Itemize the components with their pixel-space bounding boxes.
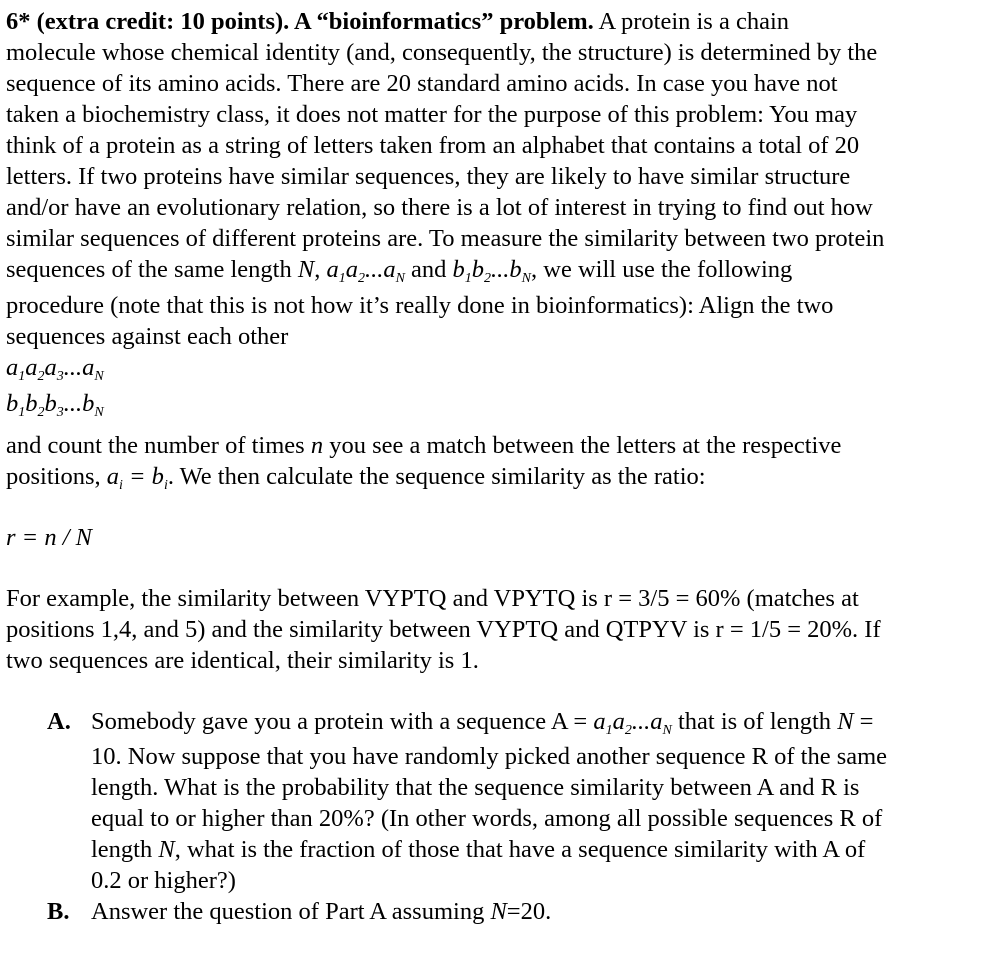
sequence-definition-line: sequences of the same length N, $a_1a_2...a_N$ and $b_1b_2...b_N$, we will use the following [6,256,793,286]
procedure-line: sequences against each other [6,323,289,350]
intro-line: think of a protein as a string of letters taken from an alphabet that contains a total of 20 [6,132,860,159]
intro-line: sequence of its amino acids. There are 20 standard amino acids. In case you have not [6,70,838,97]
similarity-formula: r = n / N [6,524,92,551]
intro-line: and/or have an evolutionary relation, so there is a lot of interest in trying to find out how [6,194,873,221]
intro-line: letters. If two proteins have similar sequences, they are likely to have similar structure [6,163,851,190]
part-b-line: Answer the question of Part A assuming N=20. [91,898,552,925]
part-a-line: length N, what is the fraction of those that have a sequence similarity with A of [91,836,866,863]
math-a-seq: $a_1a_2...a_N$ [326,256,405,286]
count-line: positions, $a_i = b_i$. We then calculate the sequence similarity as the ratio: [6,463,706,493]
aligned-sequence-b: $b_1b_2b_3...b_N$ [6,390,104,420]
part-a [47,706,981,896]
part-a-line: 0.2 or higher?) [91,867,236,894]
problem-text [6,6,981,927]
part-a-line: length. What is the probability that the sequence similarity between A and R is [91,774,860,801]
example-line: two sequences are identical, their similarity is 1. [6,647,479,674]
math-a-seq: $a_1a_2...a_N$ [593,708,672,738]
part-a-line: equal to or higher than 20%? (In other words, among all possible sequences R of [91,805,883,832]
math-b-seq: $b_1b_2...b_N$ [452,256,532,286]
part-a-line: 10. Now suppose that you have randomly picked another sequence R of the same [91,743,888,770]
intro-line: taken a biochemistry class, it does not matter for the purpose of this problem: You may [6,101,858,128]
procedure-line: procedure (note that this is not how it’s really done in bioinformatics): Align the two [6,292,834,319]
intro-line: similar sequences of different proteins are. To measure the similarity between two protein [6,225,885,252]
part-a-label: A. [47,708,71,735]
example-line: For example, the similarity between VYPTQ and VPYTQ is r = 3/5 = 60% (matches at [6,585,859,612]
line-heading: 6* (extra credit: 10 points). A “bioinformatics” problem. A protein is a chain [6,8,790,35]
count-line: and count the number of times n you see a match between the letters at the respective [6,432,842,459]
example-line: positions 1,4, and 5) and the similarity between VYPTQ and QTPYV is r = 1/5 = 20%. If [6,616,881,643]
part-b-label: B. [47,898,70,925]
part-b [47,896,981,927]
intro-line: molecule whose chemical identity (and, consequently, the structure) is determined by the [6,39,878,66]
problem-heading: 6* (extra credit: 10 points). A “bioinformatics” problem. [6,8,594,35]
aligned-sequence-a: $a_1a_2a_3...a_N$ [6,354,104,384]
math-match: $a_i = b_i$ [106,463,168,493]
part-a-line: Somebody gave you a protein with a sequence $A = a_1a_2...a_N$ that is of length N = [91,708,874,738]
